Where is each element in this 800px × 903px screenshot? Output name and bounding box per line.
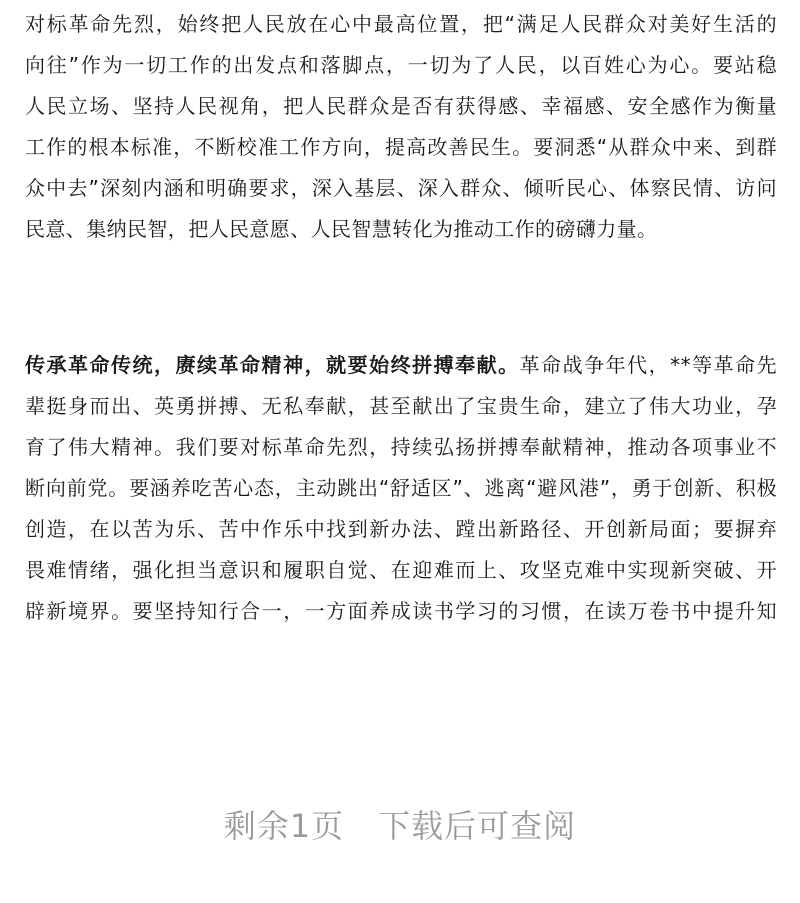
paragraph-heading: 传承革命传统，赓续革命精神，就要始终拼搏奉献。 bbox=[25, 353, 520, 377]
text-line-lead bbox=[25, 345, 777, 386]
text-line: 对标革命先烈，始终把人民放在心中最高位置，把“满足人民群众对美好生活的 bbox=[25, 12, 777, 36]
paragraph-2 bbox=[25, 345, 777, 632]
text-line: 人民立场、坚持人民视角，把人民群众是否有获得感、幸福感、安全感作为衡量 bbox=[25, 94, 777, 118]
text-line: 辟新境界。要坚持知行合一，一方面养成读书学习的习惯，在读万卷书中提升知 bbox=[25, 599, 777, 623]
text-line: 育了伟大精神。我们要对标革命先烈，持续弘扬拼搏奉献精神，推动各项事业不 bbox=[25, 435, 777, 459]
text-line: 断向前党。要涵养吃苦心态，主动跳出“舒适区”、逃离“避风港”，勇于创新、积极 bbox=[25, 476, 777, 500]
download-to-view-label: 下载后可查阅 bbox=[378, 807, 577, 845]
text-line: 众中去”深刻内涵和明确要求，深入基层、深入群众、倾听民心、体察民情、访问 bbox=[25, 176, 777, 200]
text-line: 民意、集纳民智，把人民意愿、人民智慧转化为推动工作的磅礴力量。 bbox=[25, 217, 658, 241]
paragraph-1 bbox=[25, 4, 777, 250]
text-span: 革命战争年代，**等革命先 bbox=[519, 353, 778, 377]
text-line: 创造，在以苦为乐、苦中作乐中找到新办法、蹚出新路径、开创新局面；要摒弃 bbox=[25, 517, 777, 541]
remaining-pages-label: 剩余1页 bbox=[223, 807, 345, 845]
download-prompt[interactable] bbox=[0, 803, 800, 849]
text-line: 辈挺身而出、英勇拼搏、无私奉献，甚至献出了宝贵生命，建立了伟大功业，孕 bbox=[25, 394, 777, 418]
text-line: 工作的根本标准，不断校准工作方向，提高改善民生。要洞悉“从群众中来、到群 bbox=[25, 135, 777, 159]
text-line: 畏难情绪，强化担当意识和履职自觉、在迎难而上、攻坚克难中实现新突破、开 bbox=[25, 558, 777, 582]
text-line: 向往”作为一切工作的出发点和落脚点，一切为了人民，以百姓心为心。要站稳 bbox=[25, 53, 777, 77]
